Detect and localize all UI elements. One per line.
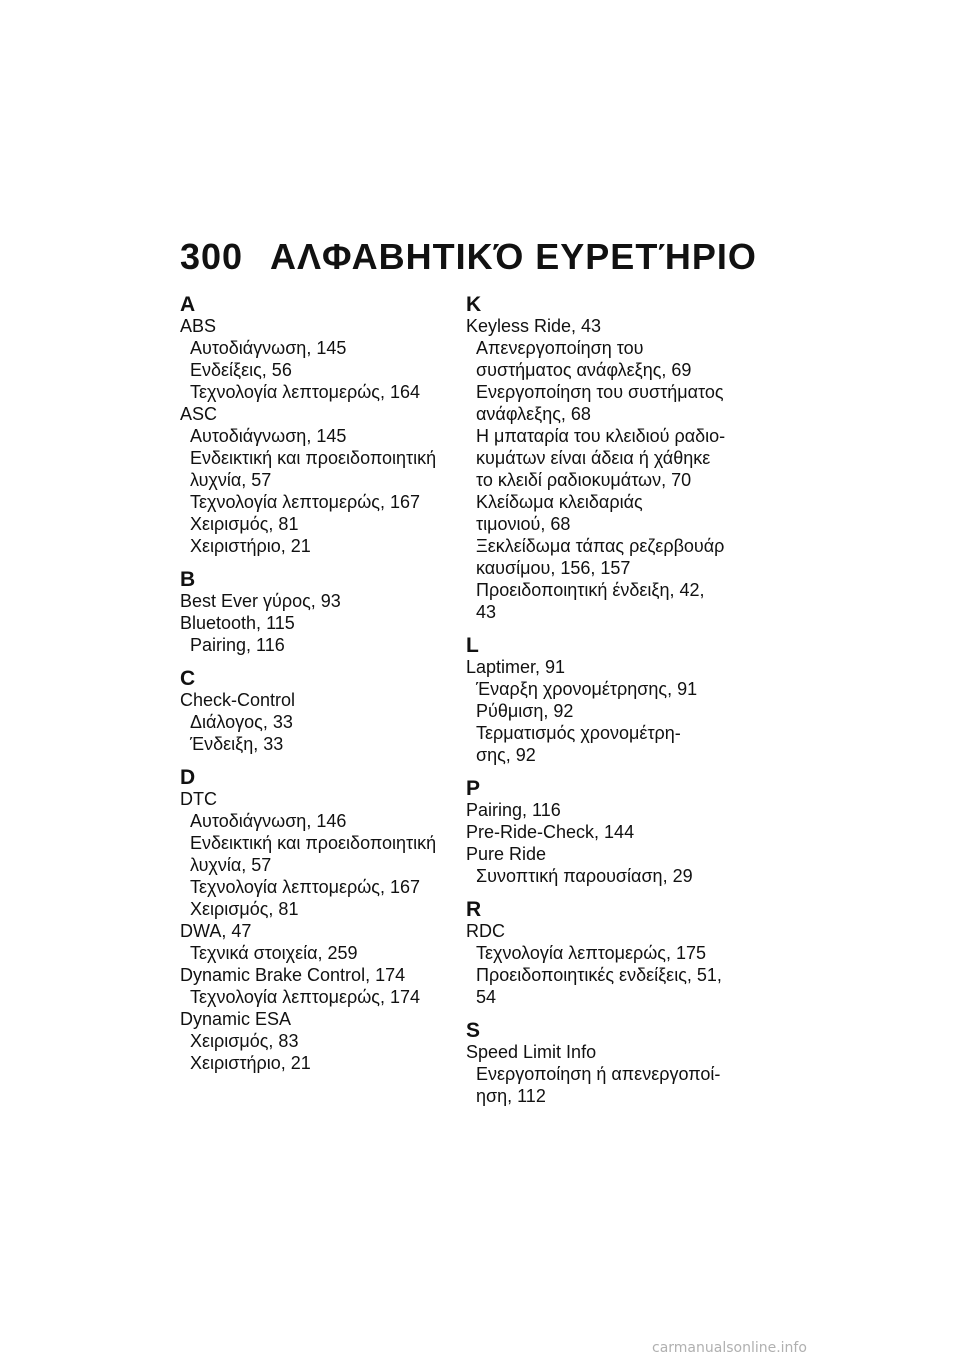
index-entry: Pure Ride xyxy=(466,844,547,864)
index-subentry: λυχνία, 57 xyxy=(190,855,272,875)
section-letter: A xyxy=(180,293,196,316)
index-entry: Pre-Ride-Check, 144 xyxy=(466,822,635,842)
index-subentry: Η μπαταρία του κλειδιού ραδιο- xyxy=(476,426,726,446)
index-subentry: Συνοπτική παρουσίαση, 29 xyxy=(476,866,693,886)
index-subentry: Χειριστήριο, 21 xyxy=(190,1053,311,1073)
section-letter: K xyxy=(466,293,482,316)
index-entry: DWA, 47 xyxy=(180,921,252,941)
index-subentry: λυχνία, 57 xyxy=(190,470,272,490)
index-subentry: Χειρισμός, 81 xyxy=(190,514,299,534)
index-subentry: σης, 92 xyxy=(476,745,536,765)
index-subentry: τιμονιού, 68 xyxy=(476,514,571,534)
index-column-left xyxy=(180,294,440,1074)
section-letter: P xyxy=(466,777,481,800)
index-section-d xyxy=(180,767,440,1074)
section-letter: B xyxy=(180,568,196,591)
index-subentry: Αυτοδιάγνωση, 146 xyxy=(190,811,347,831)
index-column-right xyxy=(466,294,746,1107)
index-entry: Dynamic ESA xyxy=(180,1009,292,1029)
index-entry: Best Ever γύρος, 93 xyxy=(180,591,341,611)
index-subentry: Ενδεικτική και προειδοποιητική xyxy=(190,833,437,853)
index-subentry: Διάλογος, 33 xyxy=(190,712,293,732)
index-subentry: Ενδεικτική και προειδοποιητική xyxy=(190,448,437,468)
index-subentry: Χειρισμός, 83 xyxy=(190,1031,299,1051)
index-entry: Laptimer, 91 xyxy=(466,657,566,677)
index-subentry: Ενεργοποίηση ή απενεργοποί- xyxy=(476,1064,721,1084)
section-letter: D xyxy=(180,766,196,789)
index-subentry: Απενεργοποίηση του xyxy=(476,338,644,358)
index-subentry: Ένδειξη, 33 xyxy=(190,734,284,754)
index-subentry: συστήματος ανάφλεξης, 69 xyxy=(476,360,692,380)
section-letter: L xyxy=(466,634,479,657)
page-title: ΑΛΦΑΒΗΤΙΚΌ ΕΥΡΕΤΉΡΙΟ xyxy=(270,236,757,277)
index-entry: ASC xyxy=(180,404,218,424)
index-subentry: Χειρισμός, 81 xyxy=(190,899,299,919)
index-subentry: Ενδείξεις, 56 xyxy=(190,360,292,380)
page-header xyxy=(180,236,757,278)
index-section-l xyxy=(466,635,746,766)
index-subentry: καυσίμου, 156, 157 xyxy=(476,558,631,578)
page-number: 300 xyxy=(180,236,244,277)
index-subentry: Κλείδωμα κλειδαριάς xyxy=(476,492,643,512)
watermark: carmanualsonline.info xyxy=(652,1340,807,1356)
index-section-c xyxy=(180,668,440,755)
index-subentry: Αυτοδιάγνωση, 145 xyxy=(190,426,347,446)
index-subentry: 54 xyxy=(476,987,497,1007)
index-entry: Check-Control xyxy=(180,690,296,710)
index-subentry: Τερματισμός χρονομέτρη- xyxy=(476,723,681,743)
index-subentry: ανάφλεξης, 68 xyxy=(476,404,591,424)
index-entry: DTC xyxy=(180,789,217,809)
section-letter: S xyxy=(466,1019,481,1042)
index-entry: Bluetooth, 115 xyxy=(180,613,295,633)
index-subentry: Ξεκλείδωμα τάπας ρεζερβουάρ xyxy=(476,536,725,556)
index-section-r xyxy=(466,899,746,1008)
index-entry: Dynamic Brake Control, 174 xyxy=(180,965,406,985)
section-letter: C xyxy=(180,667,196,690)
index-subentry: Χειριστήριο, 21 xyxy=(190,536,311,556)
index-subentry: Έναρξη χρονομέτρησης, 91 xyxy=(476,679,698,699)
index-subentry: το κλειδί ραδιοκυμάτων, 70 xyxy=(476,470,692,490)
index-subentry: Ρύθμιση, 92 xyxy=(476,701,574,721)
index-entry: Keyless Ride, 43 xyxy=(466,316,602,336)
index-subentry: ηση, 112 xyxy=(476,1086,546,1106)
index-subentry: κυμάτων είναι άδεια ή χάθηκε xyxy=(476,448,711,468)
index-subentry: Προειδοποιητικές ενδείξεις, 51, xyxy=(476,965,722,985)
index-entry: Pairing, 116 xyxy=(466,800,561,820)
index-entry: RDC xyxy=(466,921,505,941)
index-section-p xyxy=(466,778,746,887)
index-subentry: Τεχνολογία λεπτομερώς, 164 xyxy=(190,382,421,402)
index-subentry: Ενεργοποίηση του συστήματος xyxy=(476,382,724,402)
index-subentry: Προειδοποιητική ένδειξη, 42, xyxy=(476,580,705,600)
index-entry: Speed Limit Info xyxy=(466,1042,597,1062)
index-section-a xyxy=(180,294,440,557)
index-subentry: Τεχνολογία λεπτομερώς, 175 xyxy=(476,943,707,963)
index-subentry: Τεχνικά στοιχεία, 259 xyxy=(190,943,358,963)
index-section-k xyxy=(466,294,746,623)
index-subentry: Τεχνολογία λεπτομερώς, 174 xyxy=(190,987,421,1007)
index-subentry: Τεχνολογία λεπτομερώς, 167 xyxy=(190,492,421,512)
index-subentry: Αυτοδιάγνωση, 145 xyxy=(190,338,347,358)
index-entry: ABS xyxy=(180,316,217,336)
index-subentry: Pairing, 116 xyxy=(190,635,285,655)
index-section-s xyxy=(466,1020,746,1107)
index-subentry: 43 xyxy=(476,602,497,622)
index-subentry: Τεχνολογία λεπτομερώς, 167 xyxy=(190,877,421,897)
section-letter: R xyxy=(466,898,482,921)
index-section-b xyxy=(180,569,440,656)
